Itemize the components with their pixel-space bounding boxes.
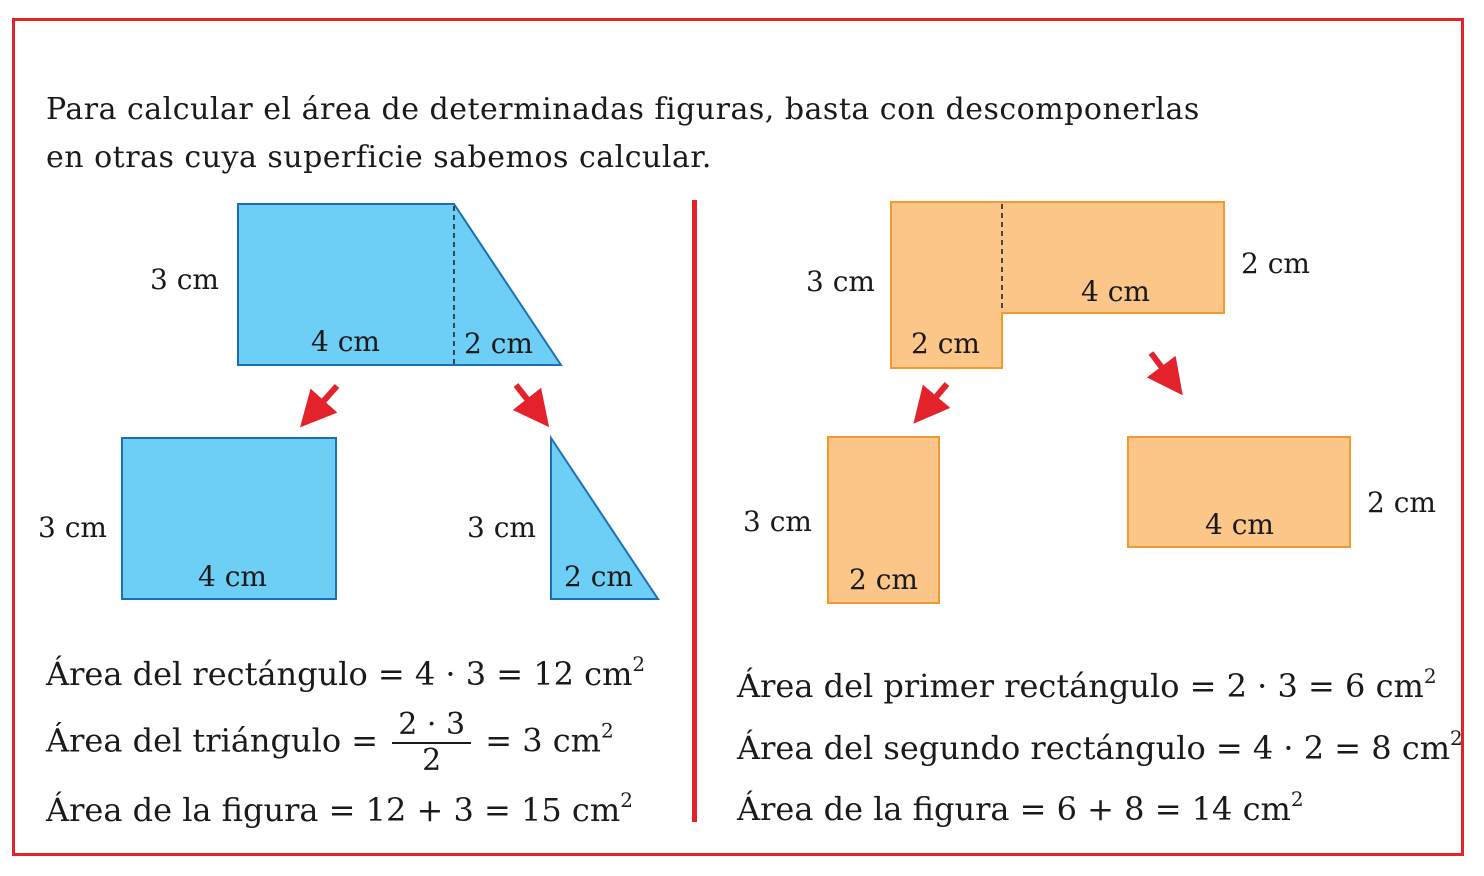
triangle-height-label: 3 cm bbox=[467, 511, 536, 544]
l-shape-left-base-label: 2 cm bbox=[911, 327, 980, 360]
second-rectangle-area-text: Área del segundo rectángulo = 4 · 2 = 8 cm bbox=[737, 729, 1451, 767]
fraction-numerator: 2 · 3 bbox=[392, 708, 471, 744]
first-rectangle-area-exponent: 2 bbox=[1423, 664, 1437, 688]
triangle-area-exponent: 2 bbox=[601, 718, 614, 743]
figure-area-left-text: Área de la figura = 12 + 3 = 15 cm bbox=[46, 791, 621, 829]
figure-area-formula-left bbox=[46, 790, 633, 830]
rectangle-area-exponent: 2 bbox=[632, 652, 646, 676]
rectangle-area-formula bbox=[46, 654, 645, 694]
l-shape-right-base-label: 4 cm bbox=[1081, 275, 1150, 308]
triangle-area-fraction bbox=[392, 708, 471, 778]
figure-area-left-exponent: 2 bbox=[620, 788, 633, 812]
trapezoid-height-label: 3 cm bbox=[150, 263, 219, 296]
figure-area-formula-right bbox=[737, 789, 1304, 829]
triangle-base-label: 2 cm bbox=[564, 560, 633, 593]
second-rectangle-height-label: 2 cm bbox=[1367, 486, 1436, 519]
trapezoid-triangle-base-label: 2 cm bbox=[464, 327, 533, 360]
intro-line-2: en otras cuya superficie sabemos calcular. bbox=[46, 140, 712, 175]
first-rectangle-area-text: Área del primer rectángulo = 2 · 3 = 6 cm bbox=[737, 667, 1424, 705]
arrow-down-right-icon bbox=[516, 385, 538, 413]
first-rectangle-base-label: 2 cm bbox=[849, 563, 918, 596]
intro-line-1: Para calcular el área de determinadas figuras, basta con descomponerlas bbox=[46, 92, 1200, 127]
figure-area-right-exponent: 2 bbox=[1290, 787, 1304, 811]
triangle-area-suffix: = 3 cm bbox=[475, 721, 601, 760]
figure-area-right-text: Área de la figura = 6 + 8 = 14 cm bbox=[737, 790, 1291, 828]
triangle-area-prefix: Área del triángulo = bbox=[46, 721, 389, 760]
rectangle-height-label: 3 cm bbox=[38, 511, 107, 544]
arrow-down-left-icon-2 bbox=[925, 384, 947, 410]
trapezoid-base-label: 4 cm bbox=[311, 325, 380, 358]
l-shape-right-height-label: 2 cm bbox=[1241, 247, 1310, 280]
fraction-denominator: 2 bbox=[422, 743, 442, 778]
l-shape-height-label: 3 cm bbox=[806, 265, 875, 298]
second-rectangle-area-formula bbox=[737, 728, 1463, 768]
arrow-down-right-icon-2 bbox=[1151, 353, 1172, 381]
rectangle-base-label: 4 cm bbox=[198, 560, 267, 593]
first-rectangle-area-formula bbox=[737, 666, 1437, 706]
triangle-area-formula bbox=[46, 708, 614, 778]
second-rectangle-area-exponent: 2 bbox=[1450, 726, 1463, 750]
first-rectangle-height-label: 3 cm bbox=[743, 505, 812, 538]
rectangle-area-text: Área del rectángulo = 4 · 3 = 12 cm bbox=[46, 655, 633, 693]
second-rectangle-base-label: 4 cm bbox=[1205, 508, 1274, 541]
arrow-down-left-icon bbox=[312, 386, 337, 414]
